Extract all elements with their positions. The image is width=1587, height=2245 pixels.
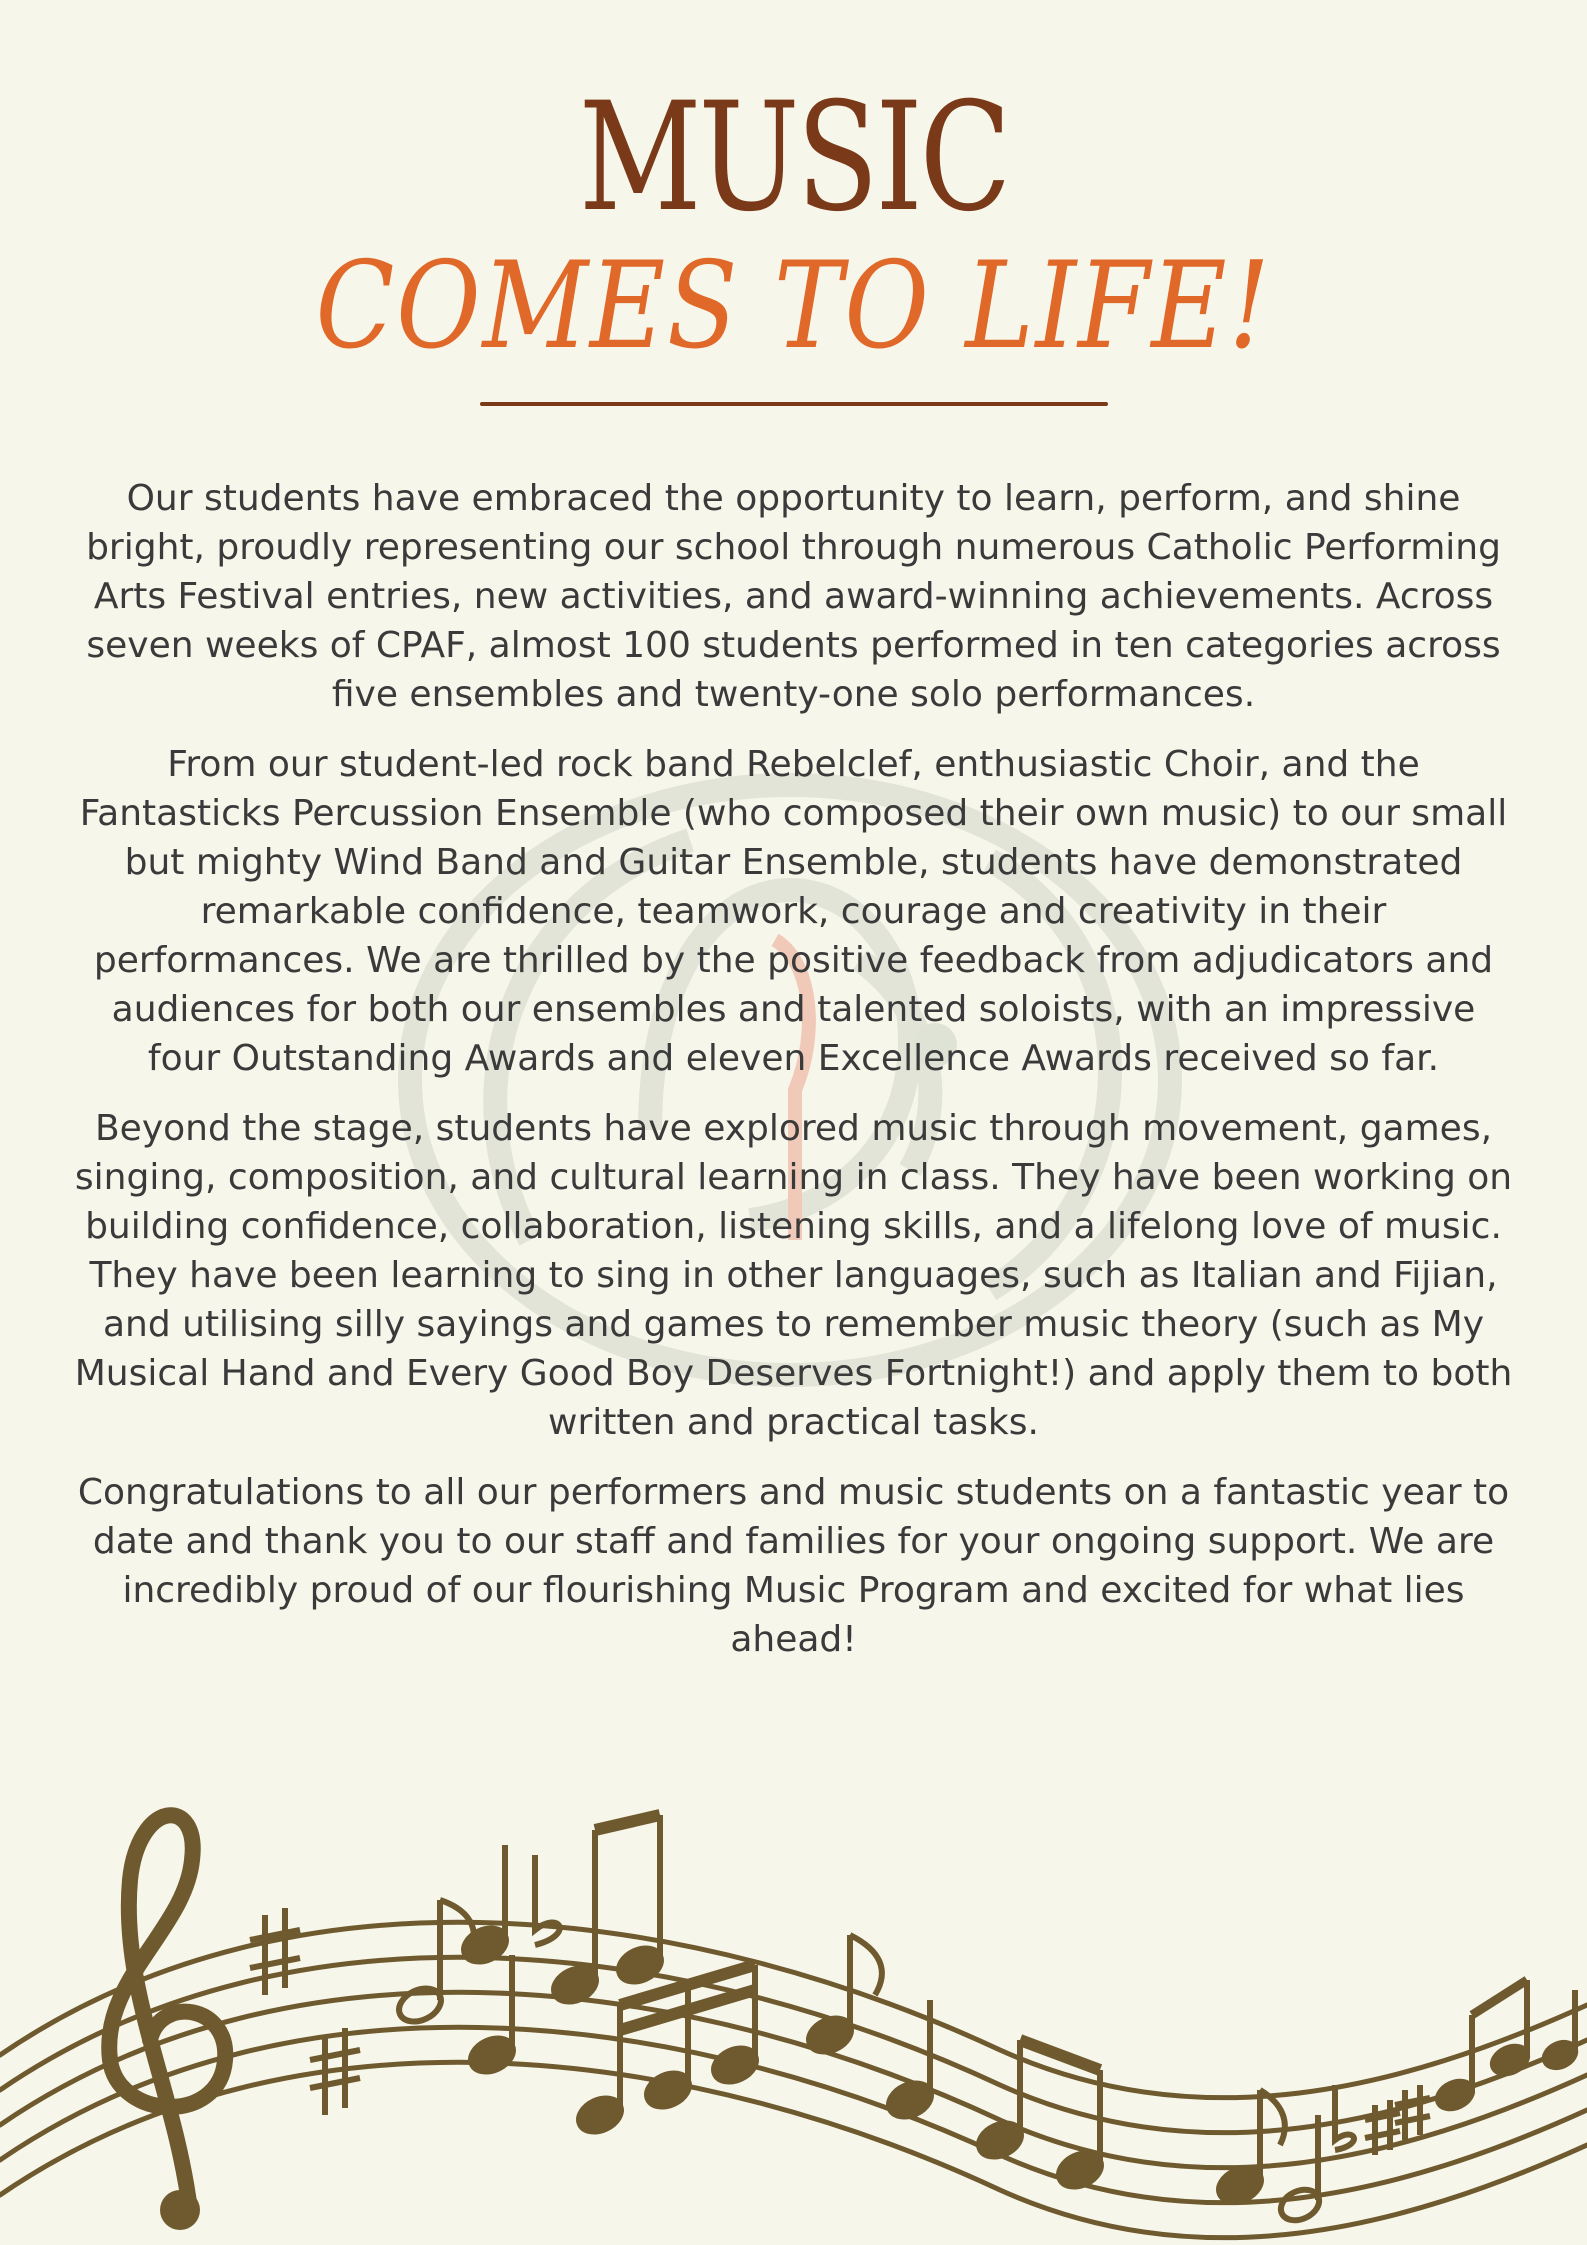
article-body xyxy=(70,474,1517,1685)
paragraph-ensembles: From our student-led rock band Rebelclef, enthusiastic Choir, and the Fantasticks Percussion Ensemble (who composed their own music) to our small but mighty Wind Band and Guitar Ensemble, students have demonstrated remarkable confidence, teamwork, courage and creativity in their performances. We are thrilled by the positive feedback from adjudicators and audiences for both our ensembles and talented soloists, with an impressive four Outstanding Awards and eleven Excellence Awards received so far. xyxy=(79,744,1508,1079)
page-title: MUSIC xyxy=(578,71,1009,245)
music-staff-notes-icon xyxy=(0,1790,1587,2245)
title-divider xyxy=(480,402,1108,406)
paragraph-intro: Our students have embraced the opportunity to learn, perform, and shine bright, proudly representing our school through numerous Catholic Performing Arts Festival entries, new activities, and award-winning achievements. Across seven weeks of CPAF, almost 100 students performed in ten categories across five ensembles and twenty-one solo performances. xyxy=(86,478,1501,715)
paragraph-classroom: Beyond the stage, students have explored music through movement, games, singing, composition, and cultural learning in class. They have been working on building confidence, collaboration, listening skills, and a lifelong love of music. They have been learning to sing in other languages, such as Italian and Fijian, and utilising silly sayings and games to remember music theory (such as My Musical Hand and Every Good Boy Deserves Fortnight!) and apply them to both written and practical tasks. xyxy=(74,1108,1513,1443)
paragraph-congratulations: Congratulations to all our performers and music students on a fantastic year to date and thank you to our staff and families for your ongoing support. We are incredibly proud of our flourishing Music Program and excited for what lies ahead! xyxy=(77,1472,1510,1660)
page-subtitle: COMES TO LIFE! xyxy=(315,237,1272,376)
